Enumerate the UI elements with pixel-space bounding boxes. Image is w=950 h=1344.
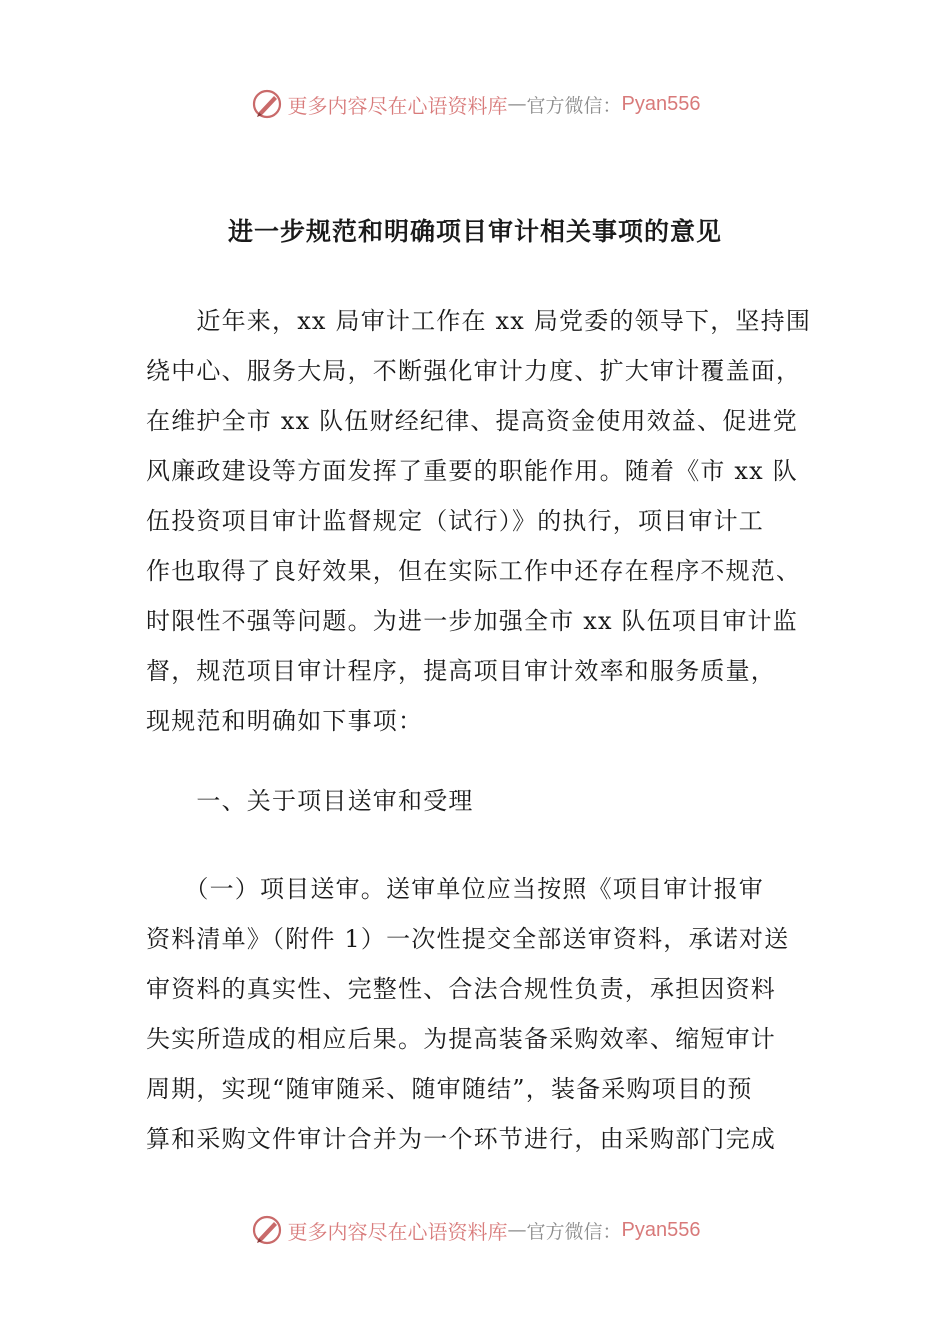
section-heading	[146, 776, 806, 826]
section-paragraph	[146, 864, 806, 1164]
document-title: 进一步规范和明确项目审计相关事项的意见	[227, 217, 722, 246]
wechat-id: Pyan556	[621, 1218, 701, 1241]
pen-logo-icon	[250, 87, 284, 121]
text-line: 风廉政建设等方面发挥了重要的职能作用。随着《市 xx 队	[146, 457, 798, 485]
dash-separator: —	[507, 1219, 527, 1241]
footer-banner	[0, 1210, 950, 1250]
text-line: 时限性不强等问题。为进一步加强全市 xx 队伍项目审计监	[146, 607, 798, 635]
wechat-id: Pyan556	[621, 92, 701, 115]
dash-separator: —	[507, 93, 527, 115]
brand-text: 更多内容尽在心语资料库	[287, 1219, 508, 1244]
text-line: 算和采购文件审计合并为一个环节进行，由采购部门完成	[146, 1125, 776, 1153]
wechat-label: 官方微信：	[526, 94, 622, 117]
pen-logo-icon	[250, 1213, 284, 1247]
text-line: 绕中心、服务大局，不断强化审计力度、扩大审计覆盖面，	[146, 357, 802, 385]
text-line: 在维护全市 xx 队伍财经纪律、提高资金使用效益、促进党	[146, 407, 798, 435]
text-line: 近年来，xx 局审计工作在 xx 局党委的领导下，坚持围	[146, 307, 812, 335]
text-line: （一）项目送审。送审单位应当按照《项目审计报审	[146, 875, 764, 903]
text-line: 现规范和明确如下事项：	[146, 707, 424, 735]
header-banner	[0, 84, 950, 124]
text-line: 失实所造成的相应后果。为提高装备采购效率、缩短审计	[146, 1025, 776, 1053]
intro-paragraph	[146, 296, 812, 746]
text-line: 伍投资项目审计监督规定（试行）》的执行，项目审计工	[146, 507, 764, 535]
text-line: 审资料的真实性、完整性、合法合规性负责，承担因资料	[146, 975, 776, 1003]
section-heading-text: 一、关于项目送审和受理	[146, 787, 474, 815]
text-line: 督，规范项目审计程序，提高项目审计效率和服务质量，	[146, 657, 776, 685]
brand-text: 更多内容尽在心语资料库	[287, 93, 508, 118]
text-line: 资料清单》（附件 1）一次性提交全部送审资料，承诺对送	[146, 925, 790, 953]
text-line: 周期，实现“随审随采、随审随结”，装备采购项目的预	[146, 1075, 753, 1103]
wechat-label: 官方微信：	[526, 1220, 622, 1243]
text-line: 作也取得了良好效果，但在实际工作中还存在程序不规范、	[146, 557, 802, 585]
